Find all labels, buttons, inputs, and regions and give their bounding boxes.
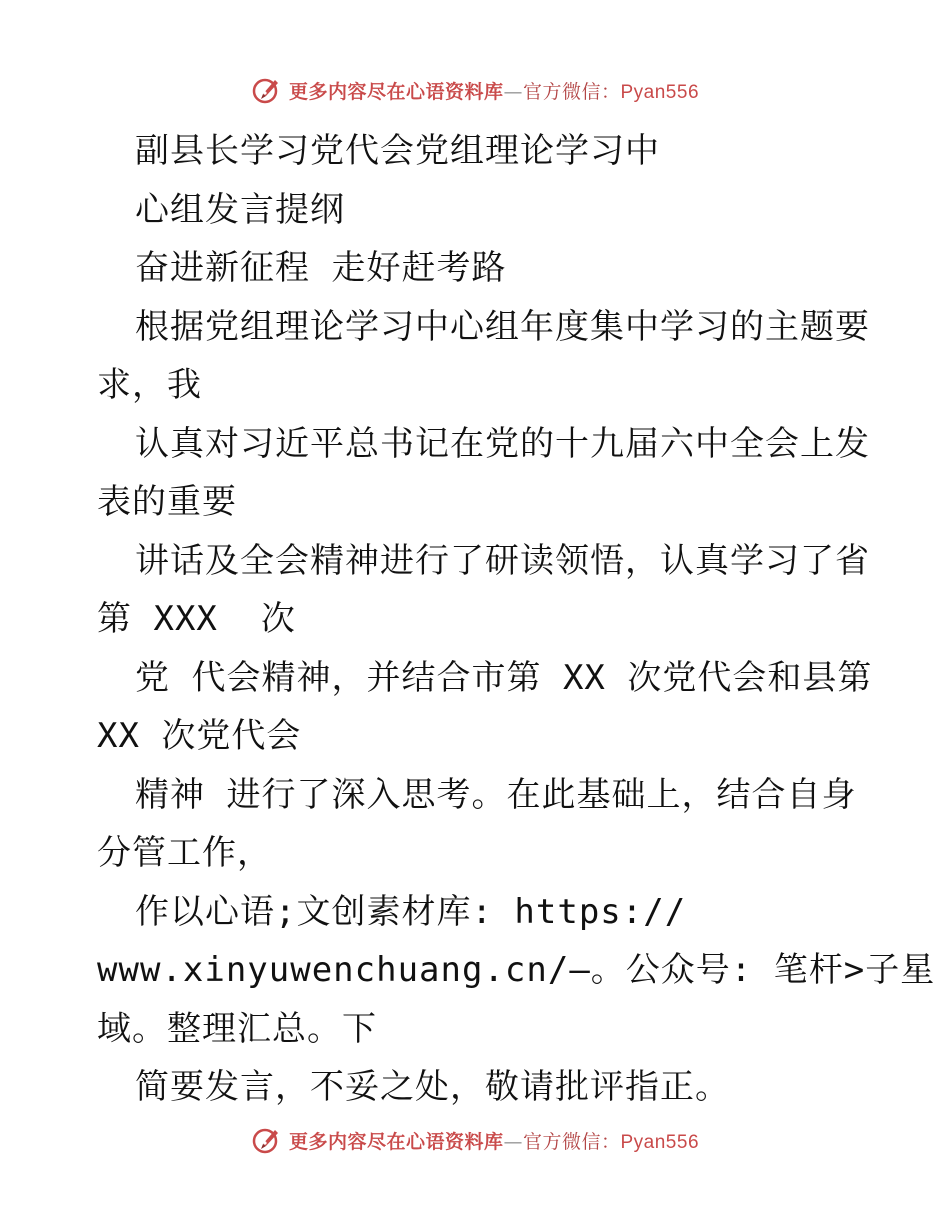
body-text-line: 简要发言，不妥之处，敬请批评指正。 bbox=[135, 1067, 730, 1107]
body-text-line: 党 代会精神，并结合市第 XX 次党代会和县第 bbox=[135, 657, 873, 698]
body-text-line: 讲话及全会精神进行了研读领悟，认真学习了省 bbox=[135, 540, 870, 581]
header-brand-text: 更多内容尽在心语资料库 bbox=[288, 80, 504, 103]
body-text-line: 心组发言提纲 bbox=[135, 189, 345, 230]
document-body bbox=[97, 122, 936, 1117]
body-text-line: 根据党组理论学习中心组年度集中学习的主题要 bbox=[135, 306, 870, 347]
body-text-line: 求，我 bbox=[97, 365, 202, 405]
body-text-line: 域。整理汇总。下 bbox=[97, 1008, 377, 1049]
body-text-line: XX 次党代会 bbox=[97, 716, 302, 756]
footer-banner-inner bbox=[251, 1124, 699, 1156]
header-dash: — bbox=[503, 80, 523, 103]
footer-account-id: Pyan556 bbox=[620, 1131, 700, 1153]
header-banner-text bbox=[289, 77, 699, 104]
body-text-line: www.xinyuwenchuang.cn/—。公众号: 笔杆>子星 bbox=[97, 950, 936, 990]
body-text-line: 精神 进行了深入思考。在此基础上，结合自身 bbox=[135, 774, 857, 815]
header-account-id: Pyan556 bbox=[620, 81, 700, 103]
footer-official-label: 官方微信： bbox=[522, 1130, 621, 1153]
pen-nib-circle-icon bbox=[251, 74, 283, 106]
footer-dash: — bbox=[503, 1130, 523, 1153]
body-text-line: 副县长学习党代会党组理论学习中 bbox=[135, 131, 660, 171]
body-text-line: 作以心语;文创素材库: https:// bbox=[135, 891, 687, 932]
footer-brand-text: 更多内容尽在心语资料库 bbox=[288, 1130, 504, 1153]
footer-banner-text bbox=[289, 1127, 699, 1154]
body-text-line: 分管工作， bbox=[97, 833, 272, 873]
header-banner-inner bbox=[251, 74, 699, 106]
pen-nib-circle-icon bbox=[251, 1124, 283, 1156]
header-official-label: 官方微信： bbox=[522, 80, 621, 103]
footer-banner bbox=[0, 1122, 950, 1158]
header-banner bbox=[0, 72, 950, 108]
body-text-line: 第 XXX 次 bbox=[97, 599, 296, 639]
body-text-line: 奋进新征程 走好赶考路 bbox=[135, 248, 507, 288]
body-text-line: 认真对习近平总书记在党的十九届六中全会上发 bbox=[135, 423, 870, 464]
body-text-line: 表的重要 bbox=[97, 482, 237, 522]
